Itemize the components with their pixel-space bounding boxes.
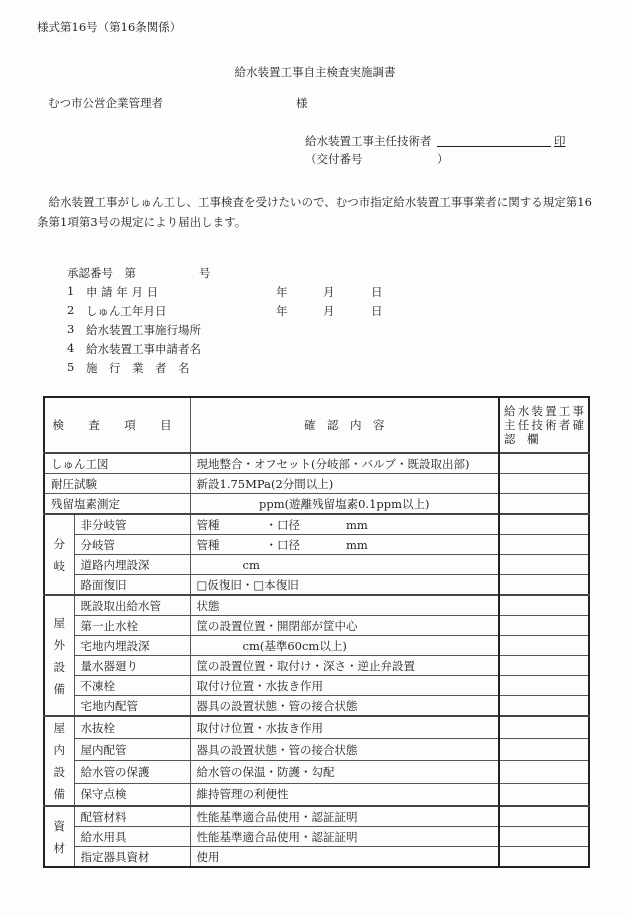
header-confirmation-content: 確 認 内 容 <box>190 397 499 453</box>
group-label-char: 資 <box>53 818 65 833</box>
approval-label: 承認番号 第 <box>67 266 136 280</box>
header-technician-confirmation: 給水装置工事主任技術者確 認 欄 <box>499 397 589 453</box>
document-title: 給水装置工事自主検査実施調書 <box>234 65 396 79</box>
confirmation-check-cell[interactable] <box>499 555 589 575</box>
confirmation-content: 維持管理の利便性 <box>190 783 499 806</box>
confirmation-content: 筐の設置位置・開閉部が筐中心 <box>190 616 499 636</box>
inspection-table <box>43 396 596 868</box>
group-label-char: 分 <box>53 536 65 551</box>
confirmation-check-cell[interactable] <box>499 636 589 656</box>
confirmation-check-cell[interactable] <box>499 616 589 636</box>
confirmation-check-cell[interactable] <box>499 806 589 827</box>
inspection-item: 給水用具 <box>74 827 190 847</box>
inspection-item: 給水管の保護 <box>74 761 190 783</box>
confirmation-check-cell[interactable] <box>499 535 589 555</box>
confirmation-check-cell[interactable] <box>499 453 589 474</box>
item-number: 4 <box>67 341 75 355</box>
group-label-char: 岐 <box>53 558 65 573</box>
honorific: 様 <box>296 96 308 110</box>
inspection-item: 道路内埋設深 <box>74 555 190 575</box>
item-label: 給水装置工事施行場所 <box>86 323 201 337</box>
confirmation-content: 取付け位置・水抜き作用 <box>190 676 499 696</box>
inspection-item: 不凍栓 <box>74 676 190 696</box>
table-row <box>44 739 589 761</box>
inspection-item: 残留塩素測定 <box>44 494 190 515</box>
table-row <box>44 575 589 596</box>
table-header-row <box>44 397 589 453</box>
confirmation-content: 性能基準適合品使用・認証証明 <box>190 806 499 827</box>
item-label: 給水装置工事申請者名 <box>86 342 201 356</box>
table-row <box>44 494 589 515</box>
group-label <box>44 514 74 595</box>
table-row <box>44 474 589 494</box>
seal-mark: 印 <box>554 134 566 148</box>
table-row <box>44 696 589 717</box>
issue-number-close: ） <box>437 152 449 166</box>
confirmation-content: 状態 <box>190 595 499 616</box>
header-inspection-item: 検 査 項 目 <box>44 397 190 453</box>
year-label: 年 <box>276 304 288 318</box>
confirmation-check-cell[interactable] <box>499 783 589 806</box>
table-row <box>44 656 589 676</box>
inspection-item: 分岐管 <box>74 535 190 555</box>
inspection-item: 屋内配管 <box>74 739 190 761</box>
confirmation-check-cell[interactable] <box>499 827 589 847</box>
table-row <box>44 636 589 656</box>
inspection-item: 指定器具資材 <box>74 847 190 868</box>
group-label-char: 屋 <box>53 721 65 735</box>
item-label: 申 請 年 月 日 <box>86 285 159 299</box>
confirmation-content: cm(基準60cm以上) <box>190 636 499 656</box>
month-label: 月 <box>323 285 335 299</box>
confirmation-check-cell[interactable] <box>499 494 589 515</box>
addressee: むつ市公営企業管理者 <box>48 96 163 110</box>
item-number: 3 <box>67 322 75 336</box>
inspection-item: 既設取出給水管 <box>74 595 190 616</box>
table-row <box>44 847 589 868</box>
inspection-item: 量水器廻り <box>74 656 190 676</box>
group-label <box>44 806 74 867</box>
confirmation-check-cell[interactable] <box>499 575 589 596</box>
group-label-char: 外 <box>53 637 65 652</box>
confirmation-content: 管種 ・口径 mm <box>190 514 499 535</box>
year-label: 年 <box>276 285 288 299</box>
confirmation-content: 性能基準適合品使用・認証証明 <box>190 827 499 847</box>
confirmation-content: ppm(遊離残留塩素0.1ppm以上) <box>190 494 499 515</box>
form-number: 様式第16号（第16条関係） <box>37 20 182 34</box>
table-row <box>44 827 589 847</box>
inspection-item: 非分岐管 <box>74 514 190 535</box>
confirmation-content: cm <box>190 555 499 575</box>
table-row <box>44 616 589 636</box>
group-label-char: 備 <box>53 787 65 801</box>
issue-number-label: （交付番号 <box>305 152 363 166</box>
table-row <box>44 555 589 575</box>
confirmation-check-cell[interactable] <box>499 696 589 717</box>
inspection-item: 保守点検 <box>74 783 190 806</box>
confirmation-check-cell[interactable] <box>499 761 589 783</box>
confirmation-content: □仮復旧・□本復旧 <box>190 575 499 596</box>
group-label <box>44 716 74 806</box>
table-row <box>44 761 589 783</box>
month-label: 月 <box>323 304 335 318</box>
day-label: 日 <box>371 304 383 318</box>
confirmation-check-cell[interactable] <box>499 595 589 616</box>
inspection-item: 宅地内配管 <box>74 696 190 717</box>
confirmation-content: 管種 ・口径 mm <box>190 535 499 555</box>
inspection-item: 宅地内埋設深 <box>74 636 190 656</box>
confirmation-content: 筐の設置位置・取付け・深さ・逆止弁設置 <box>190 656 499 676</box>
item-number: 2 <box>67 303 75 317</box>
group-label-char: 内 <box>53 743 65 757</box>
group-label-char: 備 <box>53 681 65 696</box>
inspection-item: 耐圧試験 <box>44 474 190 494</box>
day-label: 日 <box>371 285 383 299</box>
confirmation-content: 取付け位置・水抜き作用 <box>190 716 499 739</box>
inspection-item: 水抜栓 <box>74 716 190 739</box>
group-label-char: 設 <box>53 659 65 674</box>
item-label: しゅん工年月日 <box>86 304 167 318</box>
approval-suffix: 号 <box>199 266 211 280</box>
confirmation-check-cell[interactable] <box>499 474 589 494</box>
group-label <box>44 595 74 716</box>
technician-label: 給水装置工事主任技術者 <box>305 134 432 148</box>
item-number: 1 <box>67 284 75 298</box>
table-row <box>44 716 589 739</box>
confirmation-check-cell[interactable] <box>499 847 589 868</box>
inspection-item: 配管材料 <box>74 806 190 827</box>
inspection-item: しゅん工図 <box>44 453 190 474</box>
inspection-item: 第一止水栓 <box>74 616 190 636</box>
confirmation-content: 給水管の保温・防護・勾配 <box>190 761 499 783</box>
group-label-char: 材 <box>53 840 65 855</box>
confirmation-content: 器具の設置状態・管の接合状態 <box>190 739 499 761</box>
item-number: 5 <box>67 360 75 374</box>
table-row <box>44 535 589 555</box>
inspection-item: 路面復旧 <box>74 575 190 596</box>
group-label-char: 屋 <box>53 615 65 630</box>
confirmation-content: 現地整合・オフセット(分岐部・バルブ・既設取出部) <box>190 453 499 474</box>
confirmation-check-cell[interactable] <box>499 514 589 535</box>
body-text: 給水装置工事がしゅん工し、工事検査を受けたいので、むつ市指定給水装置工事事業者に関する規定第16条第1項第3号の規定により届出します。 <box>37 195 592 229</box>
technician-name-field[interactable] <box>437 146 551 147</box>
table-row <box>44 676 589 696</box>
confirmation-check-cell[interactable] <box>499 716 589 739</box>
confirmation-content: 器具の設置状態・管の接合状態 <box>190 696 499 717</box>
confirmation-content: 使用 <box>190 847 499 868</box>
confirmation-check-cell[interactable] <box>499 676 589 696</box>
table-row <box>44 453 589 474</box>
item-label: 施 行 業 者 名 <box>86 361 190 375</box>
confirmation-check-cell[interactable] <box>499 739 589 761</box>
group-label-char: 設 <box>53 765 65 779</box>
confirmation-check-cell[interactable] <box>499 656 589 676</box>
table-row <box>44 595 589 616</box>
confirmation-content: 新設1.75MPa(2分間以上) <box>190 474 499 494</box>
table-row <box>44 514 589 535</box>
table-row <box>44 806 589 827</box>
table-row <box>44 783 589 806</box>
